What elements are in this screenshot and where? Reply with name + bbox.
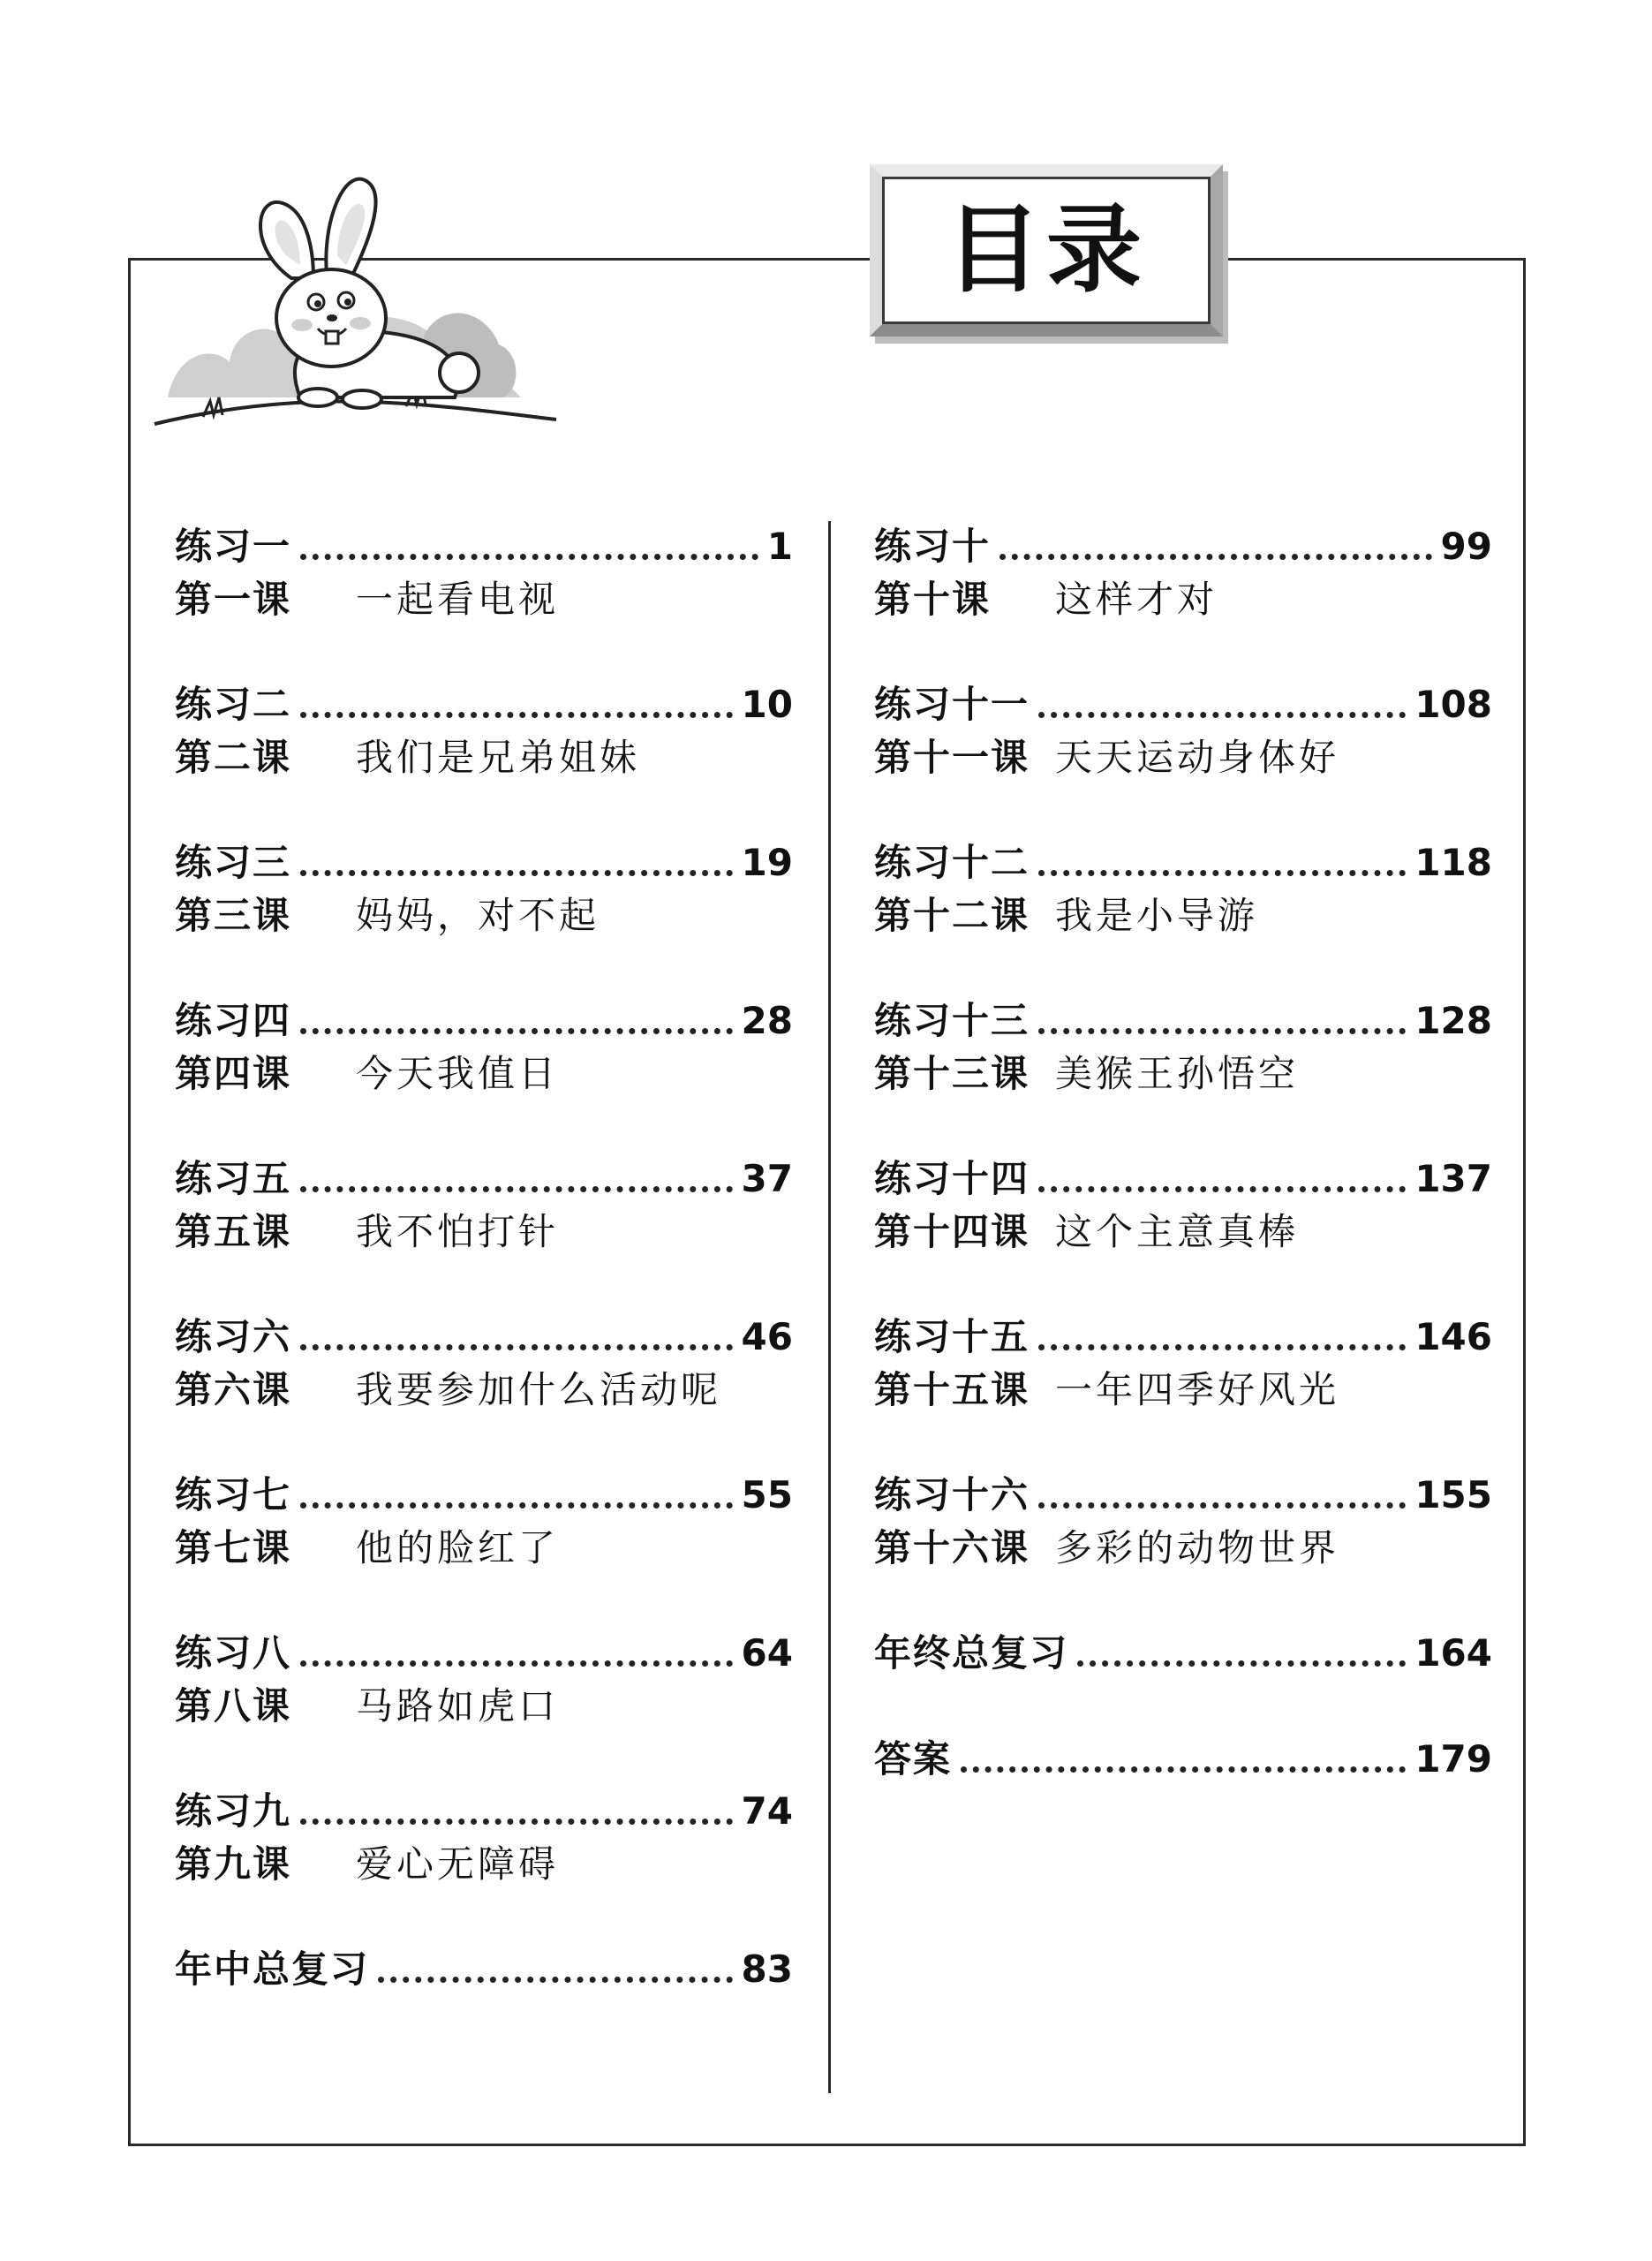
lesson-row: [175, 1365, 793, 1416]
page-number: 137: [1414, 1157, 1492, 1200]
lesson-row: [874, 1048, 1492, 1100]
toc-entry[interactable]: [175, 995, 793, 1153]
lesson-number: 第十三课: [874, 1052, 1030, 1095]
page-number: 55: [741, 1473, 793, 1516]
page-number: 1: [766, 525, 793, 568]
lesson-title: 爱心无障碍: [356, 1842, 560, 1886]
leader-dots: [300, 1502, 733, 1509]
lesson-row: [175, 732, 793, 783]
lesson-title: 妈妈，对不起: [356, 894, 600, 937]
page-number: 155: [1414, 1473, 1492, 1516]
lesson-number: 第十课: [874, 578, 992, 621]
exercise-row: [874, 995, 1492, 1047]
page-number: 179: [1414, 1737, 1492, 1781]
leader-dots: [378, 1977, 733, 1983]
lesson-title: 我不怕打针: [356, 1210, 560, 1253]
exercise-label: 练习十: [874, 525, 992, 568]
exercise-row: [175, 837, 793, 889]
toc-right-column: [874, 521, 1492, 1840]
toc-review-entry[interactable]: [874, 1734, 1492, 1840]
exercise-row: [874, 521, 1492, 572]
toc-entry[interactable]: [175, 679, 793, 837]
lesson-title: 我是小导游: [1055, 894, 1259, 937]
page-number: 46: [741, 1315, 793, 1358]
leader-dots: [1038, 1186, 1406, 1192]
exercise-row: [175, 1628, 793, 1679]
review-row: [874, 1628, 1492, 1679]
page-number: 10: [741, 683, 793, 726]
leader-dots: [300, 1660, 733, 1667]
exercise-row: [874, 837, 1492, 889]
lesson-number: 第四课: [175, 1052, 292, 1095]
toc-entry[interactable]: [874, 1153, 1492, 1312]
lesson-title: 这个主意真棒: [1055, 1210, 1300, 1253]
exercise-row: [175, 521, 793, 572]
review-label: 年中总复习: [175, 1947, 370, 1991]
exercise-label: 练习六: [175, 1315, 292, 1358]
lesson-number: 第三课: [175, 894, 292, 937]
lesson-row: [874, 1206, 1492, 1258]
title-plaque: [870, 164, 1223, 337]
lesson-row: [175, 574, 793, 625]
toc-entry[interactable]: [874, 1312, 1492, 1470]
leader-dots: [300, 554, 758, 560]
lesson-row: [175, 1681, 793, 1732]
page-number: 83: [741, 1947, 793, 1991]
lesson-title: 今天我值日: [356, 1052, 560, 1095]
exercise-label: 练习四: [175, 999, 292, 1042]
lesson-title: 这样才对: [1055, 578, 1218, 621]
lesson-number: 第十六课: [874, 1526, 1030, 1569]
leader-dots: [300, 712, 733, 718]
lesson-row: [175, 1206, 793, 1258]
lesson-row: [874, 1365, 1492, 1416]
lesson-number: 第七课: [175, 1526, 292, 1569]
lesson-title: 美猴王孙悟空: [1055, 1052, 1300, 1095]
exercise-label: 练习二: [175, 683, 292, 726]
toc-entry[interactable]: [175, 521, 793, 679]
toc-entry[interactable]: [175, 1153, 793, 1312]
toc-entry[interactable]: [874, 837, 1492, 995]
exercise-row: [874, 1153, 1492, 1205]
toc-left-column: [175, 521, 793, 2050]
leader-dots: [300, 1028, 733, 1034]
title-box: [882, 177, 1211, 324]
leader-dots: [961, 1766, 1406, 1773]
page-number: 99: [1440, 525, 1492, 568]
exercise-row: [175, 679, 793, 730]
leader-dots: [1038, 712, 1406, 718]
toc-review-entry[interactable]: [874, 1628, 1492, 1734]
exercise-label: 练习十二: [874, 841, 1030, 884]
rabbit-illustration: [150, 132, 574, 442]
lesson-title: 我要参加什么活动呢: [356, 1368, 722, 1411]
exercise-row: [175, 1312, 793, 1363]
exercise-row: [874, 1470, 1492, 1521]
exercise-label: 练习十一: [874, 683, 1030, 726]
exercise-label: 练习七: [175, 1473, 292, 1516]
exercise-label: 练习三: [175, 841, 292, 884]
exercise-label: 练习八: [175, 1631, 292, 1675]
page-number: 118: [1414, 841, 1492, 884]
toc-entry[interactable]: [175, 1312, 793, 1470]
page-number: 74: [741, 1789, 793, 1833]
lesson-row: [874, 890, 1492, 941]
exercise-row: [175, 1153, 793, 1205]
exercise-label: 练习五: [175, 1157, 292, 1200]
review-label: 年终总复习: [874, 1631, 1069, 1675]
lesson-number: 第五课: [175, 1210, 292, 1253]
lesson-number: 第一课: [175, 578, 292, 621]
lesson-number: 第二课: [175, 736, 292, 779]
page-number: 64: [741, 1631, 793, 1675]
leader-dots: [1077, 1660, 1406, 1667]
lesson-row: [175, 1523, 793, 1574]
review-row: [874, 1734, 1492, 1785]
lesson-title: 一起看电视: [356, 578, 560, 621]
page-number: 37: [741, 1157, 793, 1200]
lesson-row: [175, 1048, 793, 1100]
lesson-title: 马路如虎口: [356, 1684, 560, 1728]
toc-entry[interactable]: [175, 837, 793, 995]
exercise-row: [175, 995, 793, 1047]
exercise-label: 练习十五: [874, 1315, 1030, 1358]
lesson-row: [175, 1839, 793, 1890]
lesson-row: [874, 1523, 1492, 1574]
lesson-row: [874, 574, 1492, 625]
lesson-number: 第十五课: [874, 1368, 1030, 1411]
page-number: 146: [1414, 1315, 1492, 1358]
exercise-row: [874, 1312, 1492, 1363]
review-row: [175, 1944, 793, 1995]
lesson-title: 我们是兄弟姐妹: [356, 736, 641, 779]
toc-entry[interactable]: [874, 1470, 1492, 1628]
toc-entry[interactable]: [175, 1786, 793, 1944]
lesson-number: 第六课: [175, 1368, 292, 1411]
exercise-label: 练习十四: [874, 1157, 1030, 1200]
leader-dots: [300, 870, 733, 876]
review-label: 答案: [874, 1737, 953, 1781]
page-number: 164: [1414, 1631, 1492, 1675]
leader-dots: [1038, 1502, 1406, 1509]
lesson-title: 多彩的动物世界: [1055, 1526, 1340, 1569]
leader-dots: [1038, 1344, 1406, 1350]
column-divider: [828, 521, 831, 2093]
leader-dots: [300, 1186, 733, 1192]
page-number: 128: [1414, 999, 1492, 1042]
leader-dots: [1038, 1028, 1406, 1034]
lesson-row: [874, 732, 1492, 783]
exercise-label: 练习九: [175, 1789, 292, 1833]
exercise-row: [874, 679, 1492, 730]
leader-dots: [1038, 870, 1406, 876]
page-title: 目录: [945, 194, 1147, 306]
toc-entry[interactable]: [874, 995, 1492, 1153]
leader-dots: [999, 554, 1432, 560]
leader-dots: [300, 1819, 733, 1825]
page-number: 108: [1414, 683, 1492, 726]
toc-entry[interactable]: [175, 1470, 793, 1628]
exercise-row: [175, 1786, 793, 1837]
toc-entry[interactable]: [175, 1628, 793, 1786]
exercise-label: 练习十三: [874, 999, 1030, 1042]
lesson-title: 天天运动身体好: [1055, 736, 1340, 779]
lesson-number: 第十一课: [874, 736, 1030, 779]
lesson-number: 第十四课: [874, 1210, 1030, 1253]
leader-dots: [300, 1344, 733, 1350]
exercise-label: 练习十六: [874, 1473, 1030, 1516]
lesson-title: 他的脸红了: [356, 1526, 560, 1569]
exercise-row: [175, 1470, 793, 1521]
lesson-number: 第九课: [175, 1842, 292, 1886]
lesson-number: 第十二课: [874, 894, 1030, 937]
toc-entry[interactable]: [874, 679, 1492, 837]
toc-review-entry[interactable]: [175, 1944, 793, 2050]
page-number: 19: [741, 841, 793, 884]
page-number: 28: [741, 999, 793, 1042]
lesson-number: 第八课: [175, 1684, 292, 1728]
lesson-row: [175, 890, 793, 941]
lesson-title: 一年四季好风光: [1055, 1368, 1340, 1411]
exercise-label: 练习一: [175, 525, 292, 568]
toc-entry[interactable]: [874, 521, 1492, 679]
